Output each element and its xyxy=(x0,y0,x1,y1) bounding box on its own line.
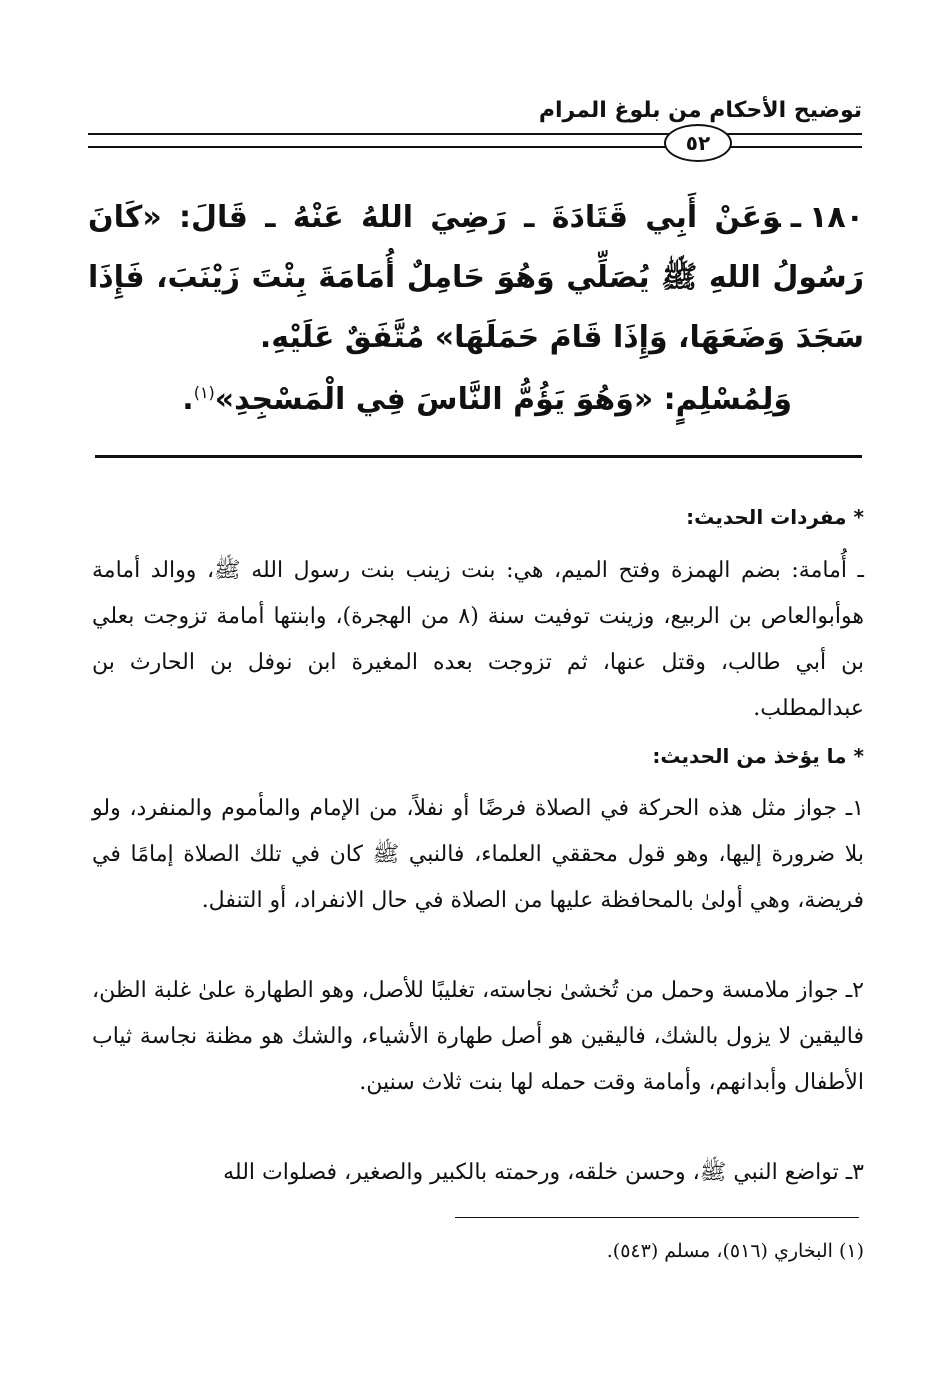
hadith-dash: ـ xyxy=(790,200,802,235)
section-divider xyxy=(95,455,862,458)
page-number: ٥٢ xyxy=(664,124,732,162)
lesson-item-1: ١ـ جواز مثل هذه الحركة في الصلاة فرضًا أو نفلاً، من الإمام والمأموم والمنفرد، ولو بلا ضرورة إليها، وهو قول محققي العلماء، فالنبي ﷺ كان في تلك الصلاة إمامًا في فريضة، وهي أولىٰ بالمحافظة عليها من الصلاة في حال الانفراد، أو التنفل. xyxy=(92,796,864,913)
lesson-item-2: ٢ـ جواز ملامسة وحمل من تُخشىٰ نجاسته، تغليبًا للأصل، وهو الطهارة علىٰ غلبة الظن، فاليقين لا يزول بالشك، فاليقين هو أصل طهارة الأشياء، والشك هو مظنة نجاسة ثياب الأطفال وأبدانهم، وأمامة وقت حمله لها بنت ثلاث سنين. xyxy=(92,978,864,1095)
hadith-muslim-variant xyxy=(92,368,792,425)
hadith-text xyxy=(88,188,864,368)
muslim-variant-end: . xyxy=(182,382,194,417)
header-rule-bottom xyxy=(88,146,862,148)
lesson-item-3: ٣ـ تواضع النبي ﷺ، وحسن خلقه، ورحمته بالكبير والصغير، فصلوات الله xyxy=(223,1160,864,1185)
footnote: (١) البخاري (٥١٦)، مسلم (٥٤٣). xyxy=(606,1240,864,1262)
header-rule-top xyxy=(88,133,862,135)
hadith-body: وَعَنْ أَبِي قَتَادَةَ ـ رَضِيَ اللهُ عَنْهُ ـ قَالَ: «كَانَ رَسُولُ اللهِ ﷺ يُصَلِّي وَهُوَ حَامِلٌ أُمَامَةَ بِنْتَ زَيْنَبَ، فَإِذَا سَجَدَ وَضَعَهَا، وَإِذَا قَامَ حَمَلَهَا» مُتَّفَقٌ عَلَيْهِ. xyxy=(88,200,864,355)
vocabulary-paragraph: ـ أُمامة: بضم الهمزة وفتح الميم، هي: بنت زينب بنت رسول الله ﷺ، ووالد أمامة هوأبوالعاص بن الربيع، وزينت توفيت سنة (٨ من الهجرة)، وابنتها أمامة تزوجت بعلي بن أبي طالب، وقتل عنها، ثم تزوجت بعده المغيرة ابن نوفل بن الحارث بن عبدالمطلب. xyxy=(92,558,864,721)
footnote-divider xyxy=(455,1217,859,1218)
lessons-heading: * ما يؤخذ من الحديث: xyxy=(652,744,864,768)
muslim-variant-text: وَلِمُسْلِمٍ: «وَهُوَ يَؤُمُّ النَّاسَ فِي الْمَسْجِدِ» xyxy=(214,382,792,417)
footnote-reference: (١) xyxy=(193,383,215,402)
vocabulary-heading: * مفردات الحديث: xyxy=(686,505,864,529)
book-title: توضيح الأحكام من بلوغ المرام xyxy=(538,98,862,123)
hadith-number: ١٨٠ xyxy=(809,200,864,235)
